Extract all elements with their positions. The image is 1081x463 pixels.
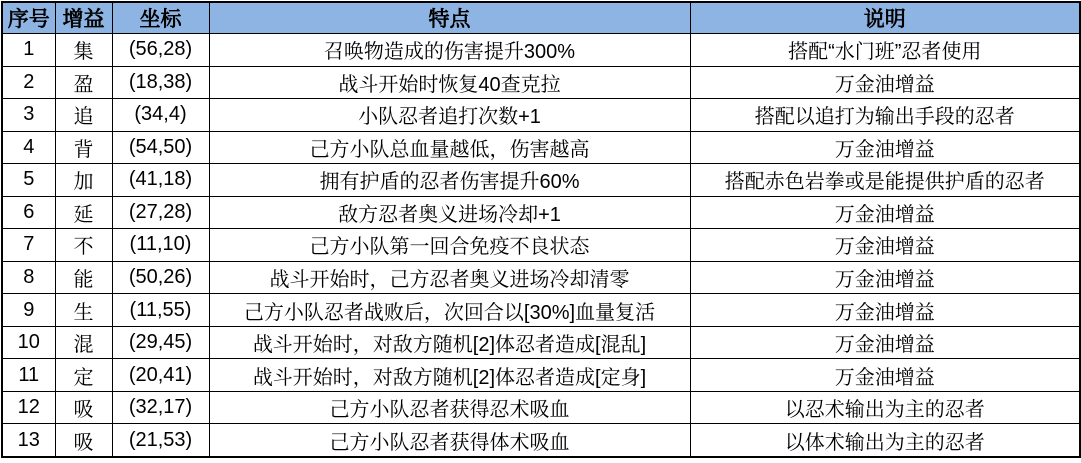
cell-index: 9: [2, 294, 55, 327]
cell-feature: 战斗开始时，对敌方随机[2]体忍者造成[定身]: [209, 359, 690, 392]
column-header-buff: 增益: [55, 2, 112, 34]
cell-index: 8: [2, 261, 55, 294]
cell-note: 万金油增益: [690, 66, 1080, 99]
column-header-coord: 坐标: [112, 2, 209, 34]
cell-buff: 吸: [55, 424, 112, 457]
column-header-feature: 特点: [209, 2, 690, 34]
table-row: [2, 261, 1080, 294]
cell-note: 万金油增益: [690, 326, 1080, 359]
cell-coord: (56,28): [112, 34, 209, 67]
cell-buff: 不: [55, 229, 112, 262]
table-row: [2, 359, 1080, 392]
cell-feature: 拥有护盾的忍者伤害提升60%: [209, 164, 690, 197]
cell-coord: (20,41): [112, 359, 209, 392]
cell-buff: 集: [55, 34, 112, 67]
cell-coord: (50,26): [112, 261, 209, 294]
cell-feature: 战斗开始时恢复40查克拉: [209, 66, 690, 99]
cell-index: 10: [2, 326, 55, 359]
buff-table: [1, 1, 1081, 458]
cell-note: 万金油增益: [690, 131, 1080, 164]
cell-coord: (29,45): [112, 326, 209, 359]
table-row: [2, 326, 1080, 359]
table-row: [2, 424, 1080, 457]
table-row: [2, 294, 1080, 327]
cell-note: 搭配赤色岩拳或是能提供护盾的忍者: [690, 164, 1080, 197]
table-body: [2, 34, 1080, 458]
table-row: [2, 131, 1080, 164]
cell-index: 11: [2, 359, 55, 392]
cell-feature: 战斗开始时，对敌方随机[2]体忍者造成[混乱]: [209, 326, 690, 359]
cell-buff: 定: [55, 359, 112, 392]
cell-note: 万金油增益: [690, 359, 1080, 392]
cell-index: 6: [2, 196, 55, 229]
cell-note: 以忍术输出为主的忍者: [690, 391, 1080, 424]
cell-buff: 盈: [55, 66, 112, 99]
cell-buff: 追: [55, 99, 112, 132]
cell-index: 12: [2, 391, 55, 424]
buff-table-container: [1, 1, 1079, 458]
cell-coord: (18,38): [112, 66, 209, 99]
cell-index: 13: [2, 424, 55, 457]
cell-note: 以体术输出为主的忍者: [690, 424, 1080, 457]
table-row: [2, 164, 1080, 197]
cell-feature: 己方小队总血量越低，伤害越高: [209, 131, 690, 164]
cell-coord: (41,18): [112, 164, 209, 197]
cell-coord: (21,53): [112, 424, 209, 457]
cell-coord: (32,17): [112, 391, 209, 424]
cell-feature: 敌方忍者奥义进场冷却+1: [209, 196, 690, 229]
cell-note: 万金油增益: [690, 229, 1080, 262]
cell-index: 3: [2, 99, 55, 132]
cell-feature: 己方小队第一回合免疫不良状态: [209, 229, 690, 262]
cell-coord: (34,4): [112, 99, 209, 132]
cell-index: 5: [2, 164, 55, 197]
cell-index: 7: [2, 229, 55, 262]
cell-feature: 己方小队忍者获得忍术吸血: [209, 391, 690, 424]
cell-buff: 背: [55, 131, 112, 164]
header-row: [2, 2, 1080, 34]
cell-buff: 混: [55, 326, 112, 359]
cell-coord: (27,28): [112, 196, 209, 229]
cell-buff: 加: [55, 164, 112, 197]
table-row: [2, 34, 1080, 67]
table-row: [2, 229, 1080, 262]
cell-note: 搭配“水门班”忍者使用: [690, 34, 1080, 67]
column-header-index: 序号: [2, 2, 55, 34]
cell-coord: (11,10): [112, 229, 209, 262]
cell-feature: 召唤物造成的伤害提升300%: [209, 34, 690, 67]
cell-note: 搭配以追打为输出手段的忍者: [690, 99, 1080, 132]
cell-index: 2: [2, 66, 55, 99]
cell-index: 4: [2, 131, 55, 164]
cell-coord: (54,50): [112, 131, 209, 164]
cell-index: 1: [2, 34, 55, 67]
cell-buff: 能: [55, 261, 112, 294]
table-row: [2, 196, 1080, 229]
cell-buff: 生: [55, 294, 112, 327]
column-header-note: 说明: [690, 2, 1080, 34]
cell-feature: 战斗开始时，己方忍者奥义进场冷却清零: [209, 261, 690, 294]
cell-feature: 己方小队忍者获得体术吸血: [209, 424, 690, 457]
cell-note: 万金油增益: [690, 196, 1080, 229]
cell-note: 万金油增益: [690, 294, 1080, 327]
cell-feature: 小队忍者追打次数+1: [209, 99, 690, 132]
table-row: [2, 99, 1080, 132]
cell-coord: (11,55): [112, 294, 209, 327]
cell-buff: 延: [55, 196, 112, 229]
cell-note: 万金油增益: [690, 261, 1080, 294]
cell-feature: 己方小队忍者战败后，次回合以[30%]血量复活: [209, 294, 690, 327]
table-row: [2, 66, 1080, 99]
table-row: [2, 391, 1080, 424]
cell-buff: 吸: [55, 391, 112, 424]
